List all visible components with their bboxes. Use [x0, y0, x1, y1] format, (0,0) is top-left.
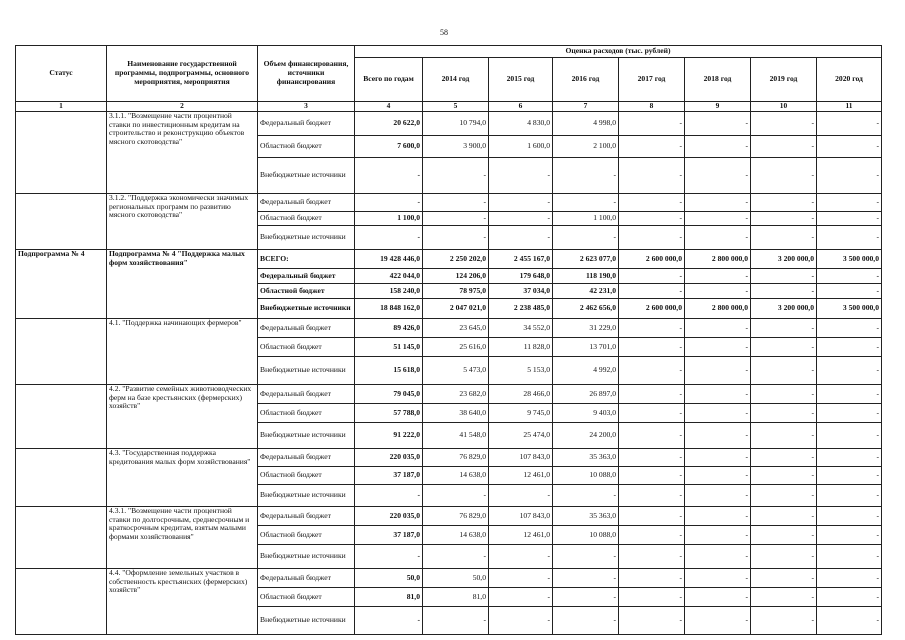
amount-cell: - [685, 158, 751, 194]
measure-name-cell: 4.4. "Оформление земельных участков в собственность крестьянских (фермерских) хозяйств" [107, 569, 258, 635]
amount-cell: - [751, 526, 817, 545]
funding-source-cell: Областной бюджет [258, 212, 355, 226]
amount-cell: 12 461,0 [489, 526, 553, 545]
amount-cell: 23 682,0 [423, 385, 489, 404]
amount-cell: - [355, 485, 423, 507]
status-cell [16, 319, 107, 385]
amount-cell: - [553, 545, 619, 569]
amount-cell: 34 552,0 [489, 319, 553, 338]
amount-cell: - [817, 338, 882, 357]
amount-cell: 2 800 000,0 [685, 250, 751, 269]
header-status: Статус [16, 46, 107, 102]
amount-cell: - [423, 158, 489, 194]
funding-source-cell: Федеральный бюджет [258, 269, 355, 284]
amount-cell: - [489, 607, 553, 635]
amount-cell: - [817, 526, 882, 545]
funding-source-cell: Областной бюджет [258, 404, 355, 423]
column-index: 4 [355, 102, 423, 112]
amount-cell: 107 843,0 [489, 449, 553, 467]
amount-cell: - [619, 319, 685, 338]
amount-cell: 50,0 [355, 569, 423, 588]
amount-cell: 25 474,0 [489, 423, 553, 449]
amount-cell: - [685, 194, 751, 212]
amount-cell: 37 187,0 [355, 526, 423, 545]
amount-cell: - [423, 212, 489, 226]
amount-cell: - [751, 588, 817, 607]
amount-cell: - [355, 158, 423, 194]
measure-name-cell: 3.1.1. "Возмещение части процентной ставки по инвестиционным кредитам на строительство и реконструкцию объектов мясного скотоводства" [107, 112, 258, 194]
amount-cell: - [817, 194, 882, 212]
amount-cell: 18 848 162,0 [355, 299, 423, 319]
amount-cell: 2 623 077,0 [553, 250, 619, 269]
amount-cell: - [619, 526, 685, 545]
funding-source-cell: Федеральный бюджет [258, 194, 355, 212]
table-row [16, 112, 882, 136]
amount-cell: 20 622,0 [355, 112, 423, 136]
amount-cell: 4 830,0 [489, 112, 553, 136]
amount-cell: 12 461,0 [489, 467, 553, 485]
amount-cell: - [553, 226, 619, 250]
amount-cell: - [489, 588, 553, 607]
funding-source-cell: Федеральный бюджет [258, 449, 355, 467]
amount-cell: 37 034,0 [489, 284, 553, 299]
amount-cell: - [619, 545, 685, 569]
amount-cell: 107 843,0 [489, 507, 553, 526]
measure-name-cell: 4.3.1. "Возмещение части процентной ставки по долгосрочным, среднесрочным и краткосрочным кредитам, взятым малыми формами хозяйствования" [107, 507, 258, 569]
amount-cell: 79 045,0 [355, 385, 423, 404]
amount-cell: - [423, 607, 489, 635]
header-year: 2017 год [619, 58, 685, 102]
amount-cell: 42 231,0 [553, 284, 619, 299]
amount-cell: 25 616,0 [423, 338, 489, 357]
amount-cell: - [553, 588, 619, 607]
amount-cell: 57 788,0 [355, 404, 423, 423]
amount-cell: 7 600,0 [355, 136, 423, 158]
amount-cell: 2 047 021,0 [423, 299, 489, 319]
column-index: 1 [16, 102, 107, 112]
status-cell [16, 449, 107, 507]
amount-cell: - [619, 385, 685, 404]
amount-cell: - [685, 212, 751, 226]
amount-cell: 1 100,0 [355, 212, 423, 226]
amount-cell: 14 638,0 [423, 526, 489, 545]
measure-name-cell: 4.1. "Поддержка начинающих фермеров" [107, 319, 258, 385]
amount-cell: 118 190,0 [553, 269, 619, 284]
amount-cell: - [619, 607, 685, 635]
amount-cell: 89 426,0 [355, 319, 423, 338]
status-cell [16, 112, 107, 194]
amount-cell: - [685, 136, 751, 158]
amount-cell: - [685, 545, 751, 569]
funding-source-cell: Федеральный бюджет [258, 569, 355, 588]
column-index: 11 [817, 102, 882, 112]
amount-cell: 2 238 485,0 [489, 299, 553, 319]
amount-cell: - [489, 569, 553, 588]
amount-cell: - [751, 385, 817, 404]
funding-source-cell: Внебюджетные источники [258, 423, 355, 449]
amount-cell: - [423, 194, 489, 212]
amount-cell: 91 222,0 [355, 423, 423, 449]
column-index: 8 [619, 102, 685, 112]
amount-cell: 10 088,0 [553, 467, 619, 485]
amount-cell: - [817, 136, 882, 158]
amount-cell: - [751, 449, 817, 467]
funding-source-cell: Областной бюджет [258, 136, 355, 158]
amount-cell: - [751, 284, 817, 299]
amount-cell: - [751, 319, 817, 338]
column-index: 5 [423, 102, 489, 112]
amount-cell: 19 428 446,0 [355, 250, 423, 269]
amount-cell: - [685, 226, 751, 250]
header-year: 2018 год [685, 58, 751, 102]
amount-cell: 14 638,0 [423, 467, 489, 485]
table-row [16, 449, 882, 467]
amount-cell: - [489, 485, 553, 507]
funding-source-cell: Внебюджетные источники [258, 299, 355, 319]
measure-name-cell: 4.2. "Развитие семейных животноводческих ферм на базе крестьянских (фермерских) хозяйств" [107, 385, 258, 449]
amount-cell: 2 250 202,0 [423, 250, 489, 269]
amount-cell: - [817, 385, 882, 404]
amount-cell: - [685, 485, 751, 507]
amount-cell: 220 035,0 [355, 507, 423, 526]
amount-cell: - [355, 607, 423, 635]
amount-cell: - [619, 194, 685, 212]
amount-cell: - [817, 112, 882, 136]
amount-cell: - [423, 226, 489, 250]
amount-cell: - [619, 136, 685, 158]
amount-cell: 9 403,0 [553, 404, 619, 423]
amount-cell: - [751, 112, 817, 136]
amount-cell: 50,0 [423, 569, 489, 588]
amount-cell: - [817, 507, 882, 526]
amount-cell: 26 897,0 [553, 385, 619, 404]
amount-cell: - [619, 212, 685, 226]
amount-cell: 37 187,0 [355, 467, 423, 485]
amount-cell: - [751, 423, 817, 449]
amount-cell: 124 206,0 [423, 269, 489, 284]
amount-cell: - [751, 485, 817, 507]
amount-cell: - [685, 357, 751, 385]
amount-cell: 4 998,0 [553, 112, 619, 136]
amount-cell: 5 153,0 [489, 357, 553, 385]
column-index: 6 [489, 102, 553, 112]
amount-cell: 38 640,0 [423, 404, 489, 423]
amount-cell: 51 145,0 [355, 338, 423, 357]
header-year: 2016 год [553, 58, 619, 102]
budget-table [15, 45, 882, 635]
table-row [16, 507, 882, 526]
funding-source-cell: Внебюджетные источники [258, 607, 355, 635]
amount-cell: - [553, 158, 619, 194]
amount-cell: - [553, 485, 619, 507]
amount-cell: - [751, 158, 817, 194]
table-row [16, 194, 882, 212]
amount-cell: 76 829,0 [423, 449, 489, 467]
amount-cell: - [751, 607, 817, 635]
amount-cell: - [817, 404, 882, 423]
amount-cell: - [817, 226, 882, 250]
amount-cell: - [619, 404, 685, 423]
amount-cell: - [619, 226, 685, 250]
column-index: 7 [553, 102, 619, 112]
table-row [16, 250, 882, 269]
amount-cell: - [553, 607, 619, 635]
amount-cell: 23 645,0 [423, 319, 489, 338]
header-year: 2015 год [489, 58, 553, 102]
funding-source-cell: Федеральный бюджет [258, 112, 355, 136]
amount-cell: - [751, 136, 817, 158]
amount-cell: 2 462 656,0 [553, 299, 619, 319]
amount-cell: - [751, 569, 817, 588]
amount-cell: 3 500 000,0 [817, 250, 882, 269]
table-row [16, 319, 882, 338]
amount-cell: 1 100,0 [553, 212, 619, 226]
page-number: 58 [440, 28, 448, 37]
amount-cell: 1 600,0 [489, 136, 553, 158]
header-year: Всего по годам [355, 58, 423, 102]
amount-cell: - [685, 112, 751, 136]
amount-cell: - [355, 226, 423, 250]
amount-cell: - [685, 385, 751, 404]
amount-cell: - [751, 404, 817, 423]
amount-cell: - [489, 194, 553, 212]
amount-cell: - [817, 158, 882, 194]
amount-cell: - [685, 569, 751, 588]
amount-cell: - [751, 338, 817, 357]
amount-cell: 2 455 167,0 [489, 250, 553, 269]
amount-cell: - [817, 467, 882, 485]
amount-cell: 28 466,0 [489, 385, 553, 404]
amount-cell: - [751, 507, 817, 526]
amount-cell: - [619, 485, 685, 507]
amount-cell: 158 240,0 [355, 284, 423, 299]
amount-cell: - [751, 467, 817, 485]
amount-cell: 2 800 000,0 [685, 299, 751, 319]
funding-source-cell: Внебюджетные источники [258, 226, 355, 250]
column-index: 3 [258, 102, 355, 112]
amount-cell: - [619, 338, 685, 357]
amount-cell: 76 829,0 [423, 507, 489, 526]
amount-cell: - [619, 449, 685, 467]
measure-name-cell: 3.1.2. "Поддержка экономически значимых региональных программ по развитию мясного скотоводства" [107, 194, 258, 250]
amount-cell: - [619, 423, 685, 449]
amount-cell: - [817, 607, 882, 635]
amount-cell: - [685, 319, 751, 338]
amount-cell: - [619, 507, 685, 526]
amount-cell: - [817, 269, 882, 284]
amount-cell: 78 975,0 [423, 284, 489, 299]
funding-source-cell: Областной бюджет [258, 588, 355, 607]
amount-cell: - [817, 212, 882, 226]
amount-cell: - [685, 338, 751, 357]
amount-cell: - [685, 404, 751, 423]
header-year: 2019 год [751, 58, 817, 102]
header-volume: Объем финансирования, источники финансирования [258, 46, 355, 102]
amount-cell: - [817, 569, 882, 588]
amount-cell: - [619, 569, 685, 588]
amount-cell: 10 794,0 [423, 112, 489, 136]
amount-cell: 35 363,0 [553, 507, 619, 526]
amount-cell: - [355, 545, 423, 569]
funding-source-cell: Внебюджетные источники [258, 485, 355, 507]
amount-cell: - [619, 158, 685, 194]
amount-cell: - [489, 226, 553, 250]
amount-cell: - [751, 269, 817, 284]
amount-cell: - [751, 545, 817, 569]
amount-cell: 15 618,0 [355, 357, 423, 385]
table-row [16, 569, 882, 588]
amount-cell: - [751, 194, 817, 212]
amount-cell: 220 035,0 [355, 449, 423, 467]
status-cell [16, 385, 107, 449]
funding-source-cell: Областной бюджет [258, 338, 355, 357]
amount-cell: - [355, 194, 423, 212]
funding-source-cell: Областной бюджет [258, 526, 355, 545]
amount-cell: - [817, 449, 882, 467]
amount-cell: 35 363,0 [553, 449, 619, 467]
amount-cell: 2 600 000,0 [619, 250, 685, 269]
status-cell [16, 507, 107, 569]
amount-cell: 179 648,0 [489, 269, 553, 284]
amount-cell: - [685, 607, 751, 635]
amount-cell: - [619, 284, 685, 299]
table-row [16, 385, 882, 404]
amount-cell: - [817, 485, 882, 507]
amount-cell: - [423, 485, 489, 507]
amount-cell: - [553, 194, 619, 212]
column-index: 10 [751, 102, 817, 112]
measure-name-cell: 4.3. "Государственная поддержка кредитования малых форм хозяйствования" [107, 449, 258, 507]
amount-cell: - [619, 269, 685, 284]
header-name: Наименование государственной программы, подпрограммы, основного мероприятия, мероприятия [107, 46, 258, 102]
amount-cell: 2 600 000,0 [619, 299, 685, 319]
amount-cell: - [685, 526, 751, 545]
amount-cell: 3 200 000,0 [751, 250, 817, 269]
amount-cell: - [685, 467, 751, 485]
amount-cell: - [817, 319, 882, 338]
status-cell [16, 194, 107, 250]
amount-cell: - [553, 569, 619, 588]
amount-cell: - [489, 158, 553, 194]
amount-cell: 3 500 000,0 [817, 299, 882, 319]
amount-cell: - [619, 112, 685, 136]
status-cell [16, 569, 107, 635]
funding-source-cell: Внебюджетные источники [258, 357, 355, 385]
amount-cell: - [619, 357, 685, 385]
amount-cell: - [751, 226, 817, 250]
funding-source-cell: ВСЕГО: [258, 250, 355, 269]
amount-cell: 9 745,0 [489, 404, 553, 423]
amount-cell: 422 044,0 [355, 269, 423, 284]
table-body [16, 112, 882, 635]
amount-cell: - [817, 357, 882, 385]
amount-cell: - [817, 588, 882, 607]
amount-cell: - [751, 212, 817, 226]
amount-cell: - [685, 269, 751, 284]
header-year: 2020 год [817, 58, 882, 102]
funding-source-cell: Внебюджетные источники [258, 158, 355, 194]
amount-cell: - [489, 545, 553, 569]
amount-cell: 2 100,0 [553, 136, 619, 158]
amount-cell: - [685, 588, 751, 607]
column-index: 2 [107, 102, 258, 112]
amount-cell: 31 229,0 [553, 319, 619, 338]
amount-cell: - [685, 507, 751, 526]
funding-source-cell: Внебюджетные источники [258, 545, 355, 569]
funding-source-cell: Федеральный бюджет [258, 507, 355, 526]
amount-cell: - [489, 212, 553, 226]
funding-source-cell: Федеральный бюджет [258, 319, 355, 338]
funding-source-cell: Федеральный бюджет [258, 385, 355, 404]
amount-cell: 3 200 000,0 [751, 299, 817, 319]
amount-cell: 3 900,0 [423, 136, 489, 158]
amount-cell: - [619, 588, 685, 607]
amount-cell: - [817, 284, 882, 299]
amount-cell: 41 548,0 [423, 423, 489, 449]
amount-cell: - [685, 449, 751, 467]
funding-source-cell: Областной бюджет [258, 467, 355, 485]
amount-cell: - [685, 423, 751, 449]
amount-cell: - [423, 545, 489, 569]
column-index: 9 [685, 102, 751, 112]
column-index-row [16, 102, 882, 112]
amount-cell: 13 701,0 [553, 338, 619, 357]
amount-cell: - [817, 423, 882, 449]
amount-cell: - [685, 284, 751, 299]
funding-source-cell: Областной бюджет [258, 284, 355, 299]
status-cell: Подпрограмма № 4 [16, 250, 107, 319]
amount-cell: - [619, 467, 685, 485]
amount-cell: 81,0 [355, 588, 423, 607]
amount-cell: - [751, 357, 817, 385]
amount-cell: 81,0 [423, 588, 489, 607]
measure-name-cell: Подпрограмма № 4 "Поддержка малых форм хозяйствования" [107, 250, 258, 319]
header-estimate: Оценка расходов (тыс. рублей) [355, 46, 882, 58]
amount-cell: 4 992,0 [553, 357, 619, 385]
amount-cell: 24 200,0 [553, 423, 619, 449]
amount-cell: - [817, 545, 882, 569]
header-year: 2014 год [423, 58, 489, 102]
amount-cell: 10 088,0 [553, 526, 619, 545]
amount-cell: 5 473,0 [423, 357, 489, 385]
amount-cell: 11 828,0 [489, 338, 553, 357]
